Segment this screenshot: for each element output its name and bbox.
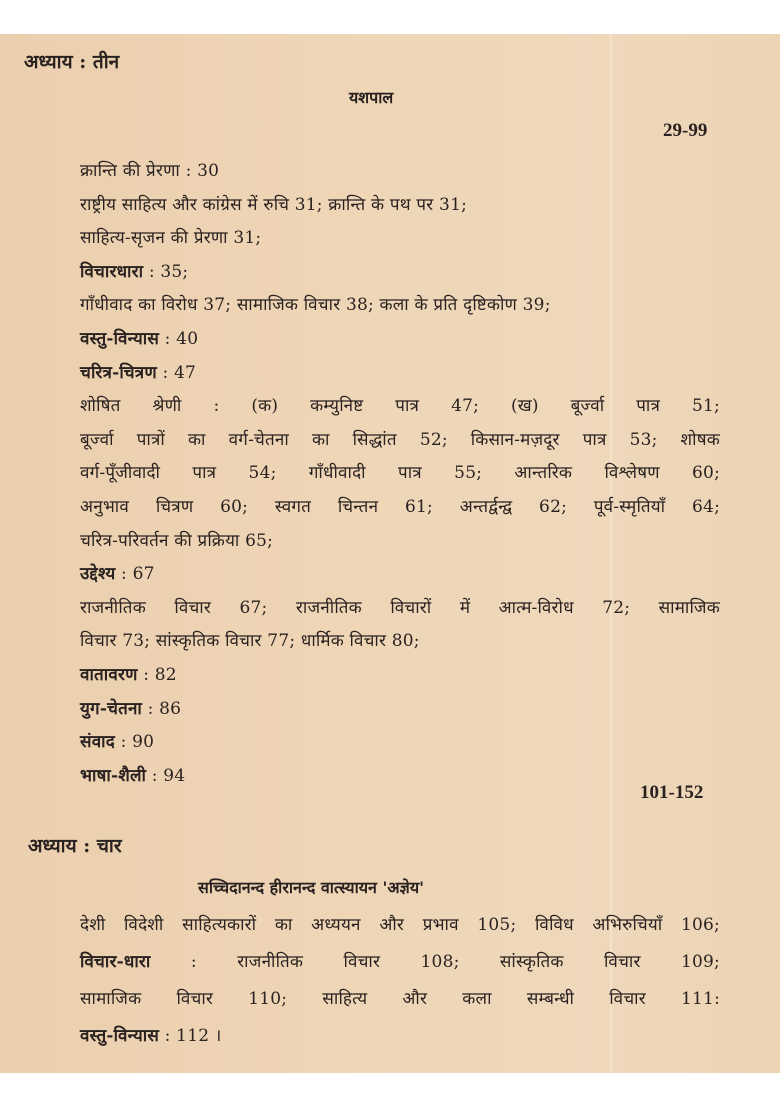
toc-line — [80, 393, 720, 416]
toc-entry-text: : 67 — [115, 564, 155, 585]
toc-section-title: संवाद — [80, 732, 115, 753]
toc-entry-text: शोषित श्रेणी : (क) कम्युनिष्ट पात्र 47; (ख) बूर्ज्वा पात्र 51; — [80, 396, 720, 417]
toc-entry-text: राजनीतिक विचार 67; राजनीतिक विचारों में आत्म-विरोध 72; सामाजिक — [80, 597, 720, 618]
chapter-4-heading: अध्याय : चार — [28, 835, 122, 857]
toc-entry-text: चरित्र-परिवर्तन की प्रक्रिया 65; — [80, 530, 274, 551]
toc-section-title: वस्तु-विन्यास — [80, 329, 160, 349]
toc-line — [80, 259, 188, 282]
toc-line — [80, 494, 720, 517]
toc-entry-text: वर्ग-पूँजीवादी पात्र 54; गाँधीवादी पात्र 55; आन्तरिक विश्लेषण 60; — [80, 463, 720, 484]
toc-entry-text: राष्ट्रीय साहित्य और कांग्रेस में रुचि 31; क्रान्ति के पथ पर 31; — [80, 194, 468, 215]
toc-line — [80, 460, 720, 483]
toc-line — [80, 763, 185, 786]
toc-entry-text: : 86 — [142, 698, 182, 719]
toc-entry-text: सामाजिक विचार 110; साहित्य और कला सम्बन्धी विचार 111: — [80, 989, 720, 1009]
toc-section-title: युग-चेतना — [80, 698, 143, 719]
toc-section-title: उद्देश्य — [80, 564, 116, 585]
toc-entry-text: : 90 — [114, 732, 155, 753]
toc-line — [80, 912, 720, 935]
toc-section-title: वातावरण — [80, 665, 138, 685]
toc-entry-text: साहित्य-सृजन की प्रेरणा 31; — [80, 228, 262, 249]
chapter-4-author: सच्चिदानन्द हीरानन्द वात्स्यायन 'अज्ञेय' — [198, 878, 424, 897]
toc-entry-text: : 40 — [159, 329, 199, 349]
toc-section-title: भाषा-शैली — [80, 765, 147, 786]
toc-entry-text: अनुभाव चित्रण 60; स्वगत चिन्तन 61; अन्तर्द्वन्द्व 62; पूर्व-स्मृतियाँ 64; — [80, 497, 720, 517]
toc-line — [80, 561, 155, 584]
toc-line — [80, 696, 181, 719]
toc-line — [80, 158, 219, 181]
toc-entry-text: बूर्ज्वा पात्रों का वर्ग-चेतना का सिद्धांत 52; किसान-मज़दूर पात्र 53; शोषक — [80, 429, 720, 450]
toc-line — [80, 729, 154, 752]
toc-line — [80, 628, 420, 651]
toc-entry-text: : 82 — [137, 665, 177, 685]
toc-line — [80, 192, 467, 215]
toc-entry-text: देशी विदेशी साहित्यकारों का अध्ययन और प्रभाव 105; विविध अभिरुचियाँ 106; — [80, 915, 720, 935]
toc-line — [80, 225, 261, 248]
toc-section-title: विचारधारा — [80, 261, 144, 282]
toc-line — [80, 1023, 221, 1046]
chapter-3-heading: अध्याय : तीन — [24, 51, 120, 73]
toc-line — [80, 360, 196, 383]
toc-section-title: वस्तु-विन्यास — [80, 1026, 160, 1046]
toc-entry-text: : 94 — [146, 765, 186, 786]
chapter-4-page-range: 101-152 — [640, 782, 704, 803]
toc-section-title: चरित्र-चित्रण — [80, 362, 157, 383]
toc-line — [80, 949, 720, 972]
toc-line — [80, 528, 273, 551]
toc-line — [80, 986, 720, 1009]
toc-entry-text: : राजनीतिक विचार 108; सांस्कृतिक विचार 109; — [150, 952, 720, 972]
toc-line — [80, 326, 198, 349]
toc-entry-text: : 47 — [156, 362, 197, 383]
toc-entry-text: क्रान्ति की प्रेरणा : 30 — [80, 161, 220, 181]
toc-entry-text: विचार 73; सांस्कृतिक विचार 77; धार्मिक विचार 80; — [80, 631, 420, 652]
chapter-3-page-range: 29-99 — [663, 120, 708, 141]
toc-entry-text: : 112 । — [159, 1026, 222, 1046]
toc-line — [80, 662, 177, 685]
toc-section-title: विचार-धारा — [80, 952, 151, 972]
toc-line — [80, 427, 720, 450]
toc-entry-text: गाँधीवाद का विरोध 37; सामाजिक विचार 38; कला के प्रति दृष्टिकोण 39; — [80, 295, 551, 316]
toc-entry-text: : 35; — [143, 261, 189, 282]
chapter-3-author: यशपाल — [349, 88, 394, 107]
toc-line — [80, 595, 720, 618]
toc-line — [80, 292, 551, 315]
